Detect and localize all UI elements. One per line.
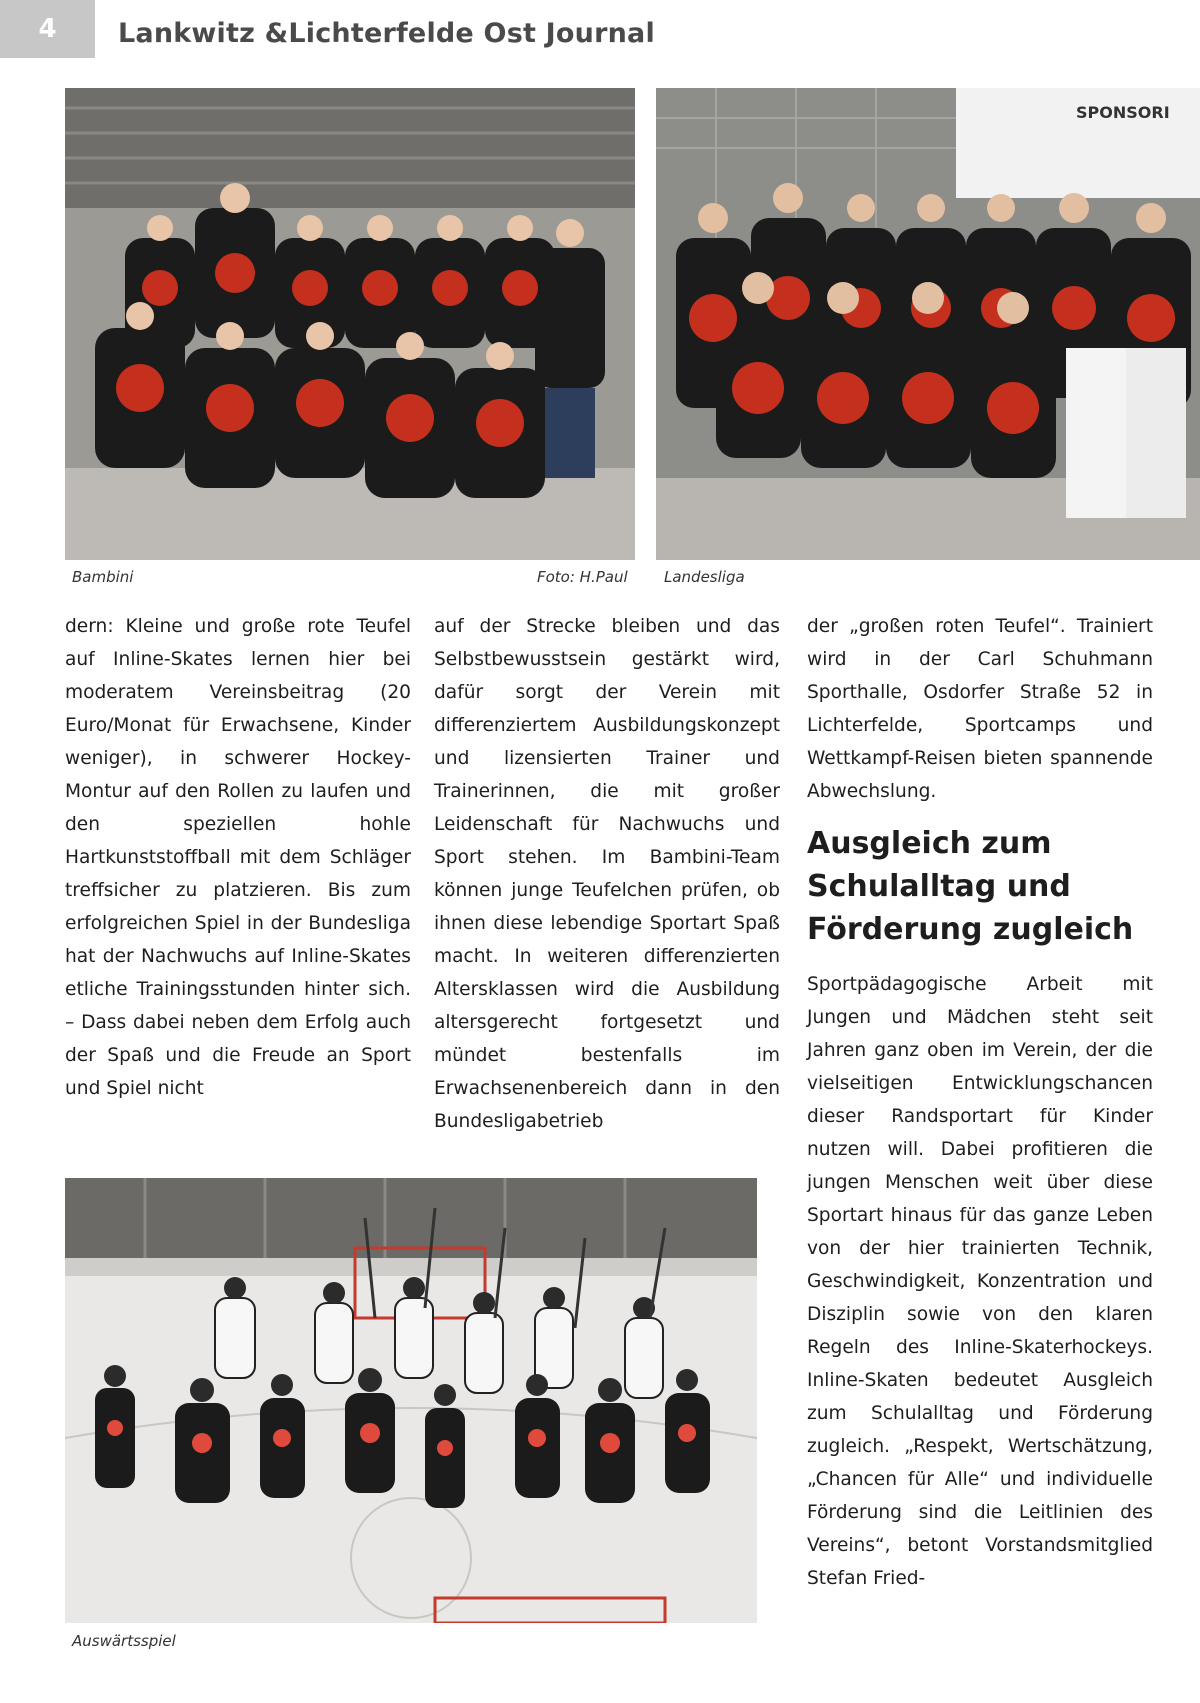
caption-bambini: Bambini bbox=[72, 568, 134, 586]
article-column-3-bottom: Sportpädagogische Arbeit mit Jungen und Mädchen steht seit Jahren ganz oben im Verein, der die vielseitigen Entwicklungschancen dieser Randsportart für Kinder nutzen will. Dabei profitieren die jungen Menschen weit über diese Sportart hinaus für das ganze Leben von der hier trainierten Technik, Geschwindigkeit, Konzentration und Disziplin sowie von den klaren Regeln des Inline-Skaterhockeys. Inline-Skaten bedeutet Ausgleich zum Schulalltag und Förderung zugleich. „Respekt, Wertschätzung, „Chancen für Alle“ und individuelle Förderung sind die Leitlinien des Vereins“, betont Vorstandsmitglied Stefan Fried- bbox=[807, 974, 1153, 1589]
article-column-3-top: der „großen roten Teufel“. Trainiert wird in der Carl Schuhmann Sporthalle, Osdorfer Straße 52 in Lichterfelde, Sportcamps und Wettkampf-Reisen bieten spannende Abwechslung. bbox=[807, 616, 1153, 802]
photo-landesliga bbox=[656, 88, 1200, 560]
article-column-1: dern: Kleine und große rote Teufel auf Inline-Skates lernen hier bei moderatem Vereinsbeitrag (20 Euro/Monat für Erwachsene, Kinder weniger), in schwerer Hockey-Montur auf den Rollen zu laufen und den speziellen hohle Hartkunststoffball mit dem Schläger treffsicher zu platzieren. Bis zum erfolgreichen Spiel in der Bundesliga hat der Nachwuchs auf Inline-Skates etliche Trainingsstunden hinter sich. – Dass dabei neben dem Erfolg auch der Spaß und die Freude an Sport und Spiel nicht bbox=[65, 616, 411, 1099]
journal-title: Lankwitz &Lichterfelde Ost Journal bbox=[118, 18, 655, 49]
caption-landesliga: Landesliga bbox=[664, 568, 745, 586]
caption-auswaertsspiel: Auswärtsspiel bbox=[72, 1632, 176, 1650]
sponsor-banner-text: SPONSORI bbox=[1076, 103, 1170, 122]
photo-bambini bbox=[65, 88, 635, 560]
photo-credit: Foto: H.Paul bbox=[537, 568, 628, 586]
article-column-2: auf der Strecke bleiben und das Selbstbewusstsein gestärkt wird, dafür sorgt der Verein mit differenziertem Ausbildungskonzept und lizensierten Trainer und Trainerinnen, die mit großer Leidenschaft für Nachwuchs und Sport stehen. Im Bambini-Team können junge Teufelchen prüfen, ob ihnen diese lebendige Sportart Spaß macht. In weiteren differenzierten Altersklassen wird die Ausbildung altersgerecht fortgesetzt und mündet bestenfalls im Erwachsenenbereich dann in den Bundesligabetrieb bbox=[434, 616, 780, 1132]
page-header bbox=[0, 0, 1200, 60]
photo-auswaertsspiel bbox=[65, 1178, 757, 1623]
page-number: 4 bbox=[0, 0, 95, 58]
section-heading: Ausgleich zum Schulalltag und Förderung zugleich bbox=[807, 826, 1134, 947]
